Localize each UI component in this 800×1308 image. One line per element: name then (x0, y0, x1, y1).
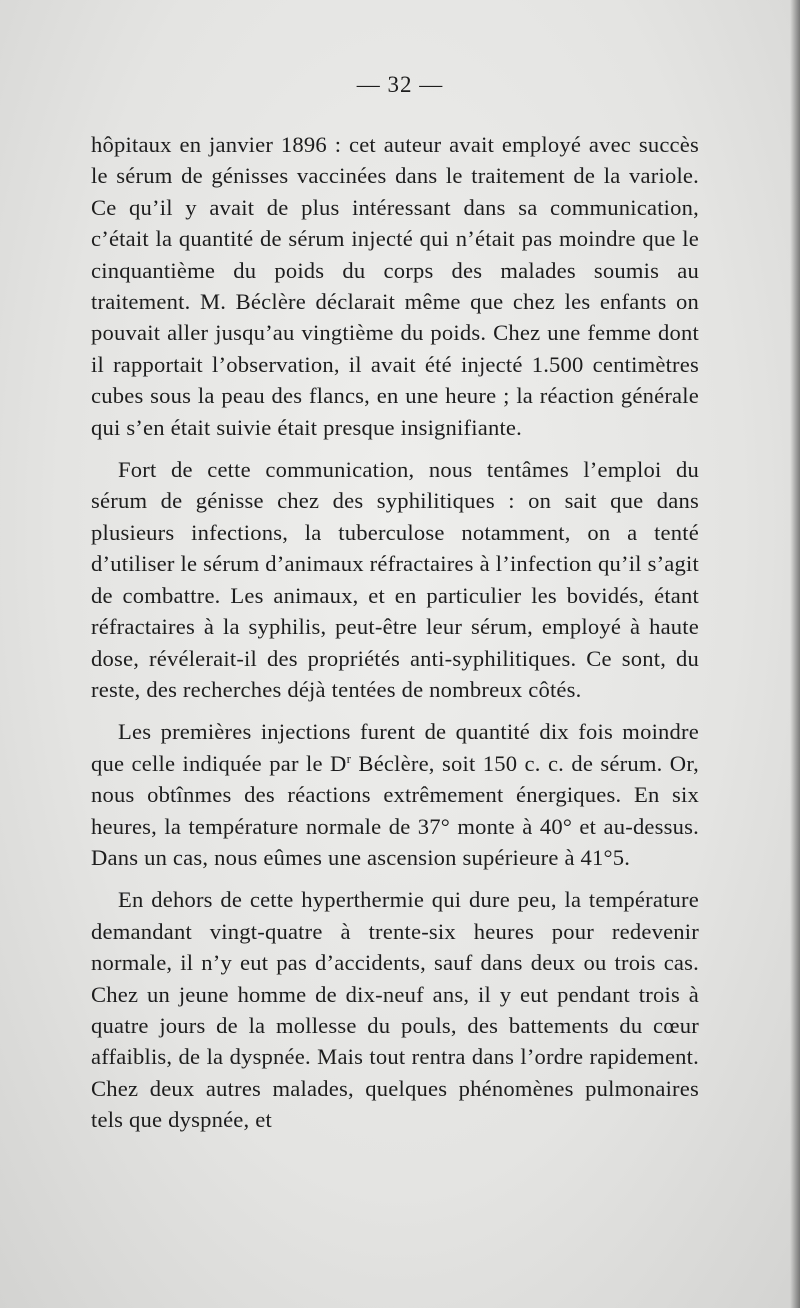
paragraph-2: Fort de cette communication, nous tentâmes l’emploi du sérum de génisse chez des syphilitiques : on sait que dans plusieurs infections, la tuberculose notamment, on a tenté d’utiliser le sérum d’animaux réfractaires à l’infection qu’il s’agit de combattre. Les animaux, et en particulier les bovidés, étant réfractaires à la syphilis, peut-être leur sérum, employé à haute dose, révélerait-il des propriétés anti-syphilitiques. Ce sont, du reste, des recherches déjà tentées de nombreux côtés. (91, 457, 699, 702)
body-text (91, 129, 699, 1147)
paragraph-4: En dehors de cette hyperthermie qui dure peu, la température demandant vingt-quatre à trente-six heures pour redevenir normale, il n’y eut pas d’accidents, sauf dans deux ou trois cas. Chez un jeune homme de dix-neuf ans, il y eut pendant trois à quatre jours de la mollesse du pouls, des battements du cœur affaiblis, de la dyspnée. Mais tout rentra dans l’ordre rapidement. Chez deux autres malades, quelques phénomènes pulmonaires tels que dyspnée, et (91, 887, 699, 1133)
paragraph-3-text-end: Béclère, soit 150 c. c. de sérum. Or, nous obtînmes des réactions extrêmement énergiques. En six heures, la température normale de 37° monte à 40° et au-dessus. Dans un cas, nous eûmes une ascension supérieure à 41°5. (91, 750, 699, 870)
paragraph-1: hôpitaux en janvier 1896 : cet auteur avait employé avec succès le sérum de génisses vaccinées dans le traitement de la variole. Ce qu’il y avait de plus intéressant dans sa communication, c’était la quantité de sérum injecté qui n’était pas moindre que le cinquantième du poids du corps des malades soumis au traitement. M. Béclère déclarait même que chez les enfants on pouvait aller jusqu’au vingtième du poids. Chez une femme dont il rapportait l’observation, il avait été injecté 1.500 centimètres cubes sous la peau des flancs, en une heure ; la réaction générale qui s’en était suivie était presque insignifiante. (91, 132, 699, 440)
paragraph-3-text-start: Les premières injections furent de quantité dix fois moindre que celle indiquée par le D (91, 719, 699, 776)
paragraph-3 (91, 716, 699, 873)
page-edge-shadow (790, 0, 800, 1308)
page-number: — 32 — (356, 72, 444, 97)
doctor-abbreviation-superscript: r (346, 750, 352, 766)
